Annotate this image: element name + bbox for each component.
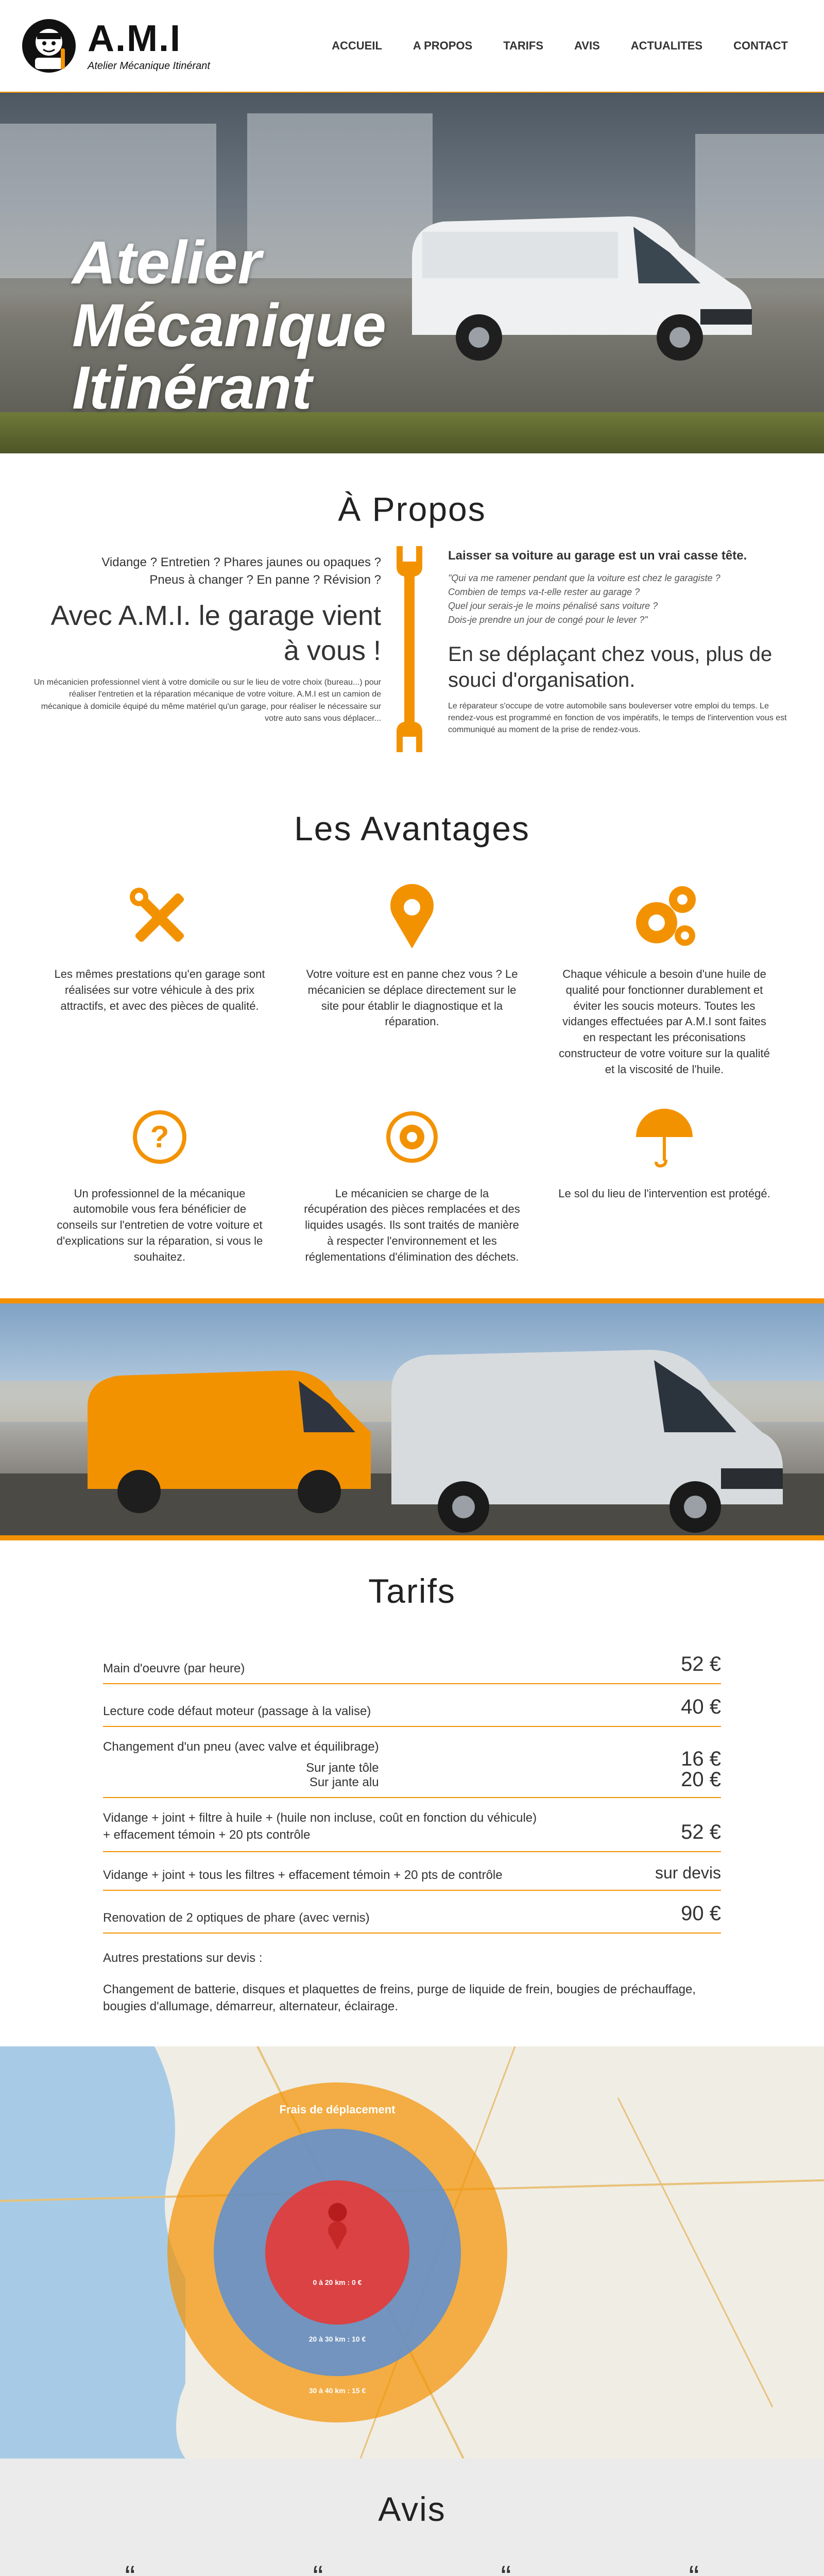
hero-title [72, 229, 386, 422]
nav-item-actualites[interactable]: ACTUALITES [630, 39, 703, 52]
advantages-title: Les Avantages [294, 809, 530, 848]
map-radius-label: 20 à 30 km : 10 € [308, 2334, 366, 2343]
nav-item-a-propos[interactable]: A PROPOS [413, 39, 473, 52]
quote-mark-icon [427, 2565, 585, 2576]
map-image [0, 2046, 824, 2459]
about-headline: Avec A.M.I. le garage vient à vous ! [50, 600, 381, 666]
advantage-item [304, 879, 520, 1078]
advantage-item [556, 1098, 772, 1265]
pricing-label-line: + effacement témoin + 20 pts contrôle [103, 1828, 311, 1842]
advantage-item [304, 1098, 520, 1265]
map-title: Frais de déplacement [279, 2103, 396, 2116]
about-right-headline: En se déplaçant chez vous, plus de souci d'organisation. [448, 643, 772, 691]
map-radius-label: 0 à 20 km : 0 € [313, 2278, 362, 2286]
advantage-text: Les mêmes prestations qu'en garage sont réalisées sur votre véhicule à des prix attractifs, et avec des pièces de qualité. [54, 968, 265, 1012]
site-header [0, 0, 824, 93]
pricing-label-line: Vidange + joint + filtre à huile + (huile non incluse, coût en fonction du véhicule) [103, 1810, 537, 1825]
vans-image [0, 1303, 824, 1535]
reviews-title: Avis [378, 2489, 446, 2528]
review-card [239, 2565, 397, 2576]
recycle-icon [384, 1109, 440, 1165]
pricing-row [103, 1891, 721, 1934]
umbrella-icon [633, 1106, 695, 1168]
quote-mark-icon [52, 2565, 209, 2576]
location-pin-icon [386, 884, 438, 951]
advantage-item [52, 879, 268, 1078]
advantages-section [0, 799, 824, 1298]
logo[interactable] [21, 18, 210, 74]
hero-banner [0, 93, 824, 453]
nav-item-avis[interactable]: AVIS [574, 39, 600, 52]
about-left-column [31, 554, 381, 724]
main-nav [316, 39, 803, 53]
pricing-row-vidange [103, 1798, 721, 1852]
pricing-label: Renovation de 2 optiques de phare (avec vernis) [103, 1910, 370, 1925]
pricing-sub-label: Sur jante alu [309, 1775, 379, 1789]
about-questions [31, 554, 381, 588]
pricing-row [103, 1852, 721, 1891]
svg-text:?: ? [150, 1119, 169, 1154]
question-icon [131, 1109, 188, 1165]
advantages-grid [52, 879, 772, 1265]
advantage-text: Votre voiture est en panne chez vous ? Le mécanicien se déplace directement sur le site pour établir le diagnostique et la réparation. [306, 968, 518, 1028]
mechanic-mascot-icon [21, 18, 77, 74]
advantage-text: Le sol du lieu de l'intervention est protégé. [558, 1187, 770, 1200]
hero-title-line: Atelier [72, 229, 262, 297]
quote-mark-icon [615, 2565, 772, 2576]
review-card [52, 2565, 209, 2576]
about-description: Un mécanicien professionnel vient à votre domicile ou sur le lieu de votre choix (bureau...) pour réaliser l'entretien et la réparation mécanique de votre voiture. A.M.I est un camion de mécanique à domicile équipé du même matériel qu'un garage, pour réaliser le nécessaire sur votre auto sans vous déplacer... [33, 678, 381, 723]
hero-title-line: Mécanique [72, 291, 386, 360]
pricing-label: Main d'oeuvre (par heure) [103, 1662, 245, 1675]
advantage-text: Chaque véhicule a besoin d'une huile de qualité pour fonctionner durablement et éviter les soucis moteurs. Toutes les vidanges effectuées par A.M.I sont faites en respectant les préconisations constructeur de votre voiture sur la qualité et la viscosité de l'huile. [559, 968, 770, 1076]
travel-cost-map[interactable] [0, 2046, 824, 2459]
pricing-label [103, 1809, 537, 1844]
pricing-price: 40 € [681, 1696, 721, 1718]
gears-icon [628, 882, 700, 954]
about-title: À Propos [338, 490, 486, 528]
brand-name: A.M.I [88, 18, 181, 59]
advantage-text: Un professionnel de la mécanique automobile vous fera bénéficier de conseils sur l'entretien de votre voiture et d'explications sur la réparation, si vous le souhaitez. [56, 1187, 263, 1263]
pricing-price: 52 € [681, 1653, 721, 1675]
pricing-row [103, 1684, 721, 1727]
pricing-title: Tarifs [368, 1572, 456, 1610]
pricing-price: sur devis [655, 1863, 721, 1882]
pricing-label: Changement d'un pneu (avec valve et équilibrage) [103, 1740, 379, 1754]
pricing-section [0, 1540, 824, 2046]
pricing-price: 16 € [681, 1747, 721, 1770]
about-question: Vidange ? Entretien ? Phares jaunes ou opaques ? [101, 555, 381, 569]
about-right-heading: Laisser sa voiture au garage est un vrai casse tête. [448, 549, 747, 563]
advantage-item [556, 879, 772, 1078]
pricing-label: Vidange + joint + tous les filtres + effacement témoin + 20 pts de contrôle [103, 1868, 503, 1882]
about-quote [448, 571, 798, 627]
nav-item-tarifs[interactable]: TARIFS [503, 39, 544, 52]
pricing-price: 90 € [681, 1902, 721, 1925]
other-services-heading: Autres prestations sur devis : [103, 1951, 263, 1965]
hero-title-line: Itinérant [72, 354, 312, 422]
nav-item-contact[interactable]: CONTACT [733, 39, 788, 52]
pricing-price: 52 € [681, 1820, 721, 1843]
pricing-list [103, 1641, 721, 1934]
about-question: Pneus à changer ? En panne ? Révision ? [149, 572, 381, 587]
reviews-section [0, 2459, 824, 2576]
about-quote-line: Quel jour serais-je le moins pénalisé sans voiture ? [448, 601, 658, 611]
advantage-text: Le mécanicien se charge de la récupération des pièces remplacées et des liquides usagés. Ils sont traités de manière à respecter l'environnement et les réglementations d'élimination des déchets. [304, 1187, 520, 1263]
tools-icon [126, 884, 193, 951]
white-van-image [391, 196, 762, 366]
advantage-item [52, 1098, 268, 1265]
wrench-icon [391, 546, 427, 752]
review-card [615, 2565, 772, 2576]
about-right-column [448, 549, 798, 736]
reviews-grid [31, 2565, 793, 2576]
pricing-sub-label: Sur jante tôle [306, 1760, 379, 1775]
vans-banner [0, 1298, 824, 1540]
brand-tagline: Atelier Mécanique Itinérant [88, 60, 210, 72]
pricing-price: 20 € [681, 1768, 721, 1791]
nav-item-accueil[interactable]: ACCUEIL [332, 39, 382, 52]
pricing-row [103, 1641, 721, 1684]
review-card [427, 2565, 585, 2576]
other-services-list: Changement de batterie, disques et plaquettes de freins, purge de liquide de frein, bougies de préchauffage, bougies d'allumage, démarreur, alternateur, éclairage. [103, 1982, 696, 2014]
about-quote-line: Combien de temps va-t-elle rester au garage ? [448, 587, 640, 597]
about-quote-line: Dois-je prendre un jour de congé pour le lever ?" [448, 615, 648, 625]
pricing-row-tyre [103, 1727, 721, 1798]
about-quote-line: "Qui va me ramener pendant que la voiture est chez le garagiste ? [448, 573, 720, 583]
about-right-description: Le réparateur s'occupe de votre automobile sans bouleverser votre emploi du temps. Le rendez-vous est programmé en fonction de vos impératifs, le temps de l'intervention vous est communiqué au moment de la prise de rendez-vous. [448, 702, 787, 735]
pricing-label: Lecture code défaut moteur (passage à la valise) [103, 1704, 371, 1718]
about-section [0, 453, 824, 799]
quote-mark-icon [239, 2565, 397, 2576]
map-radius-label: 30 à 40 km : 15 € [308, 2386, 366, 2395]
